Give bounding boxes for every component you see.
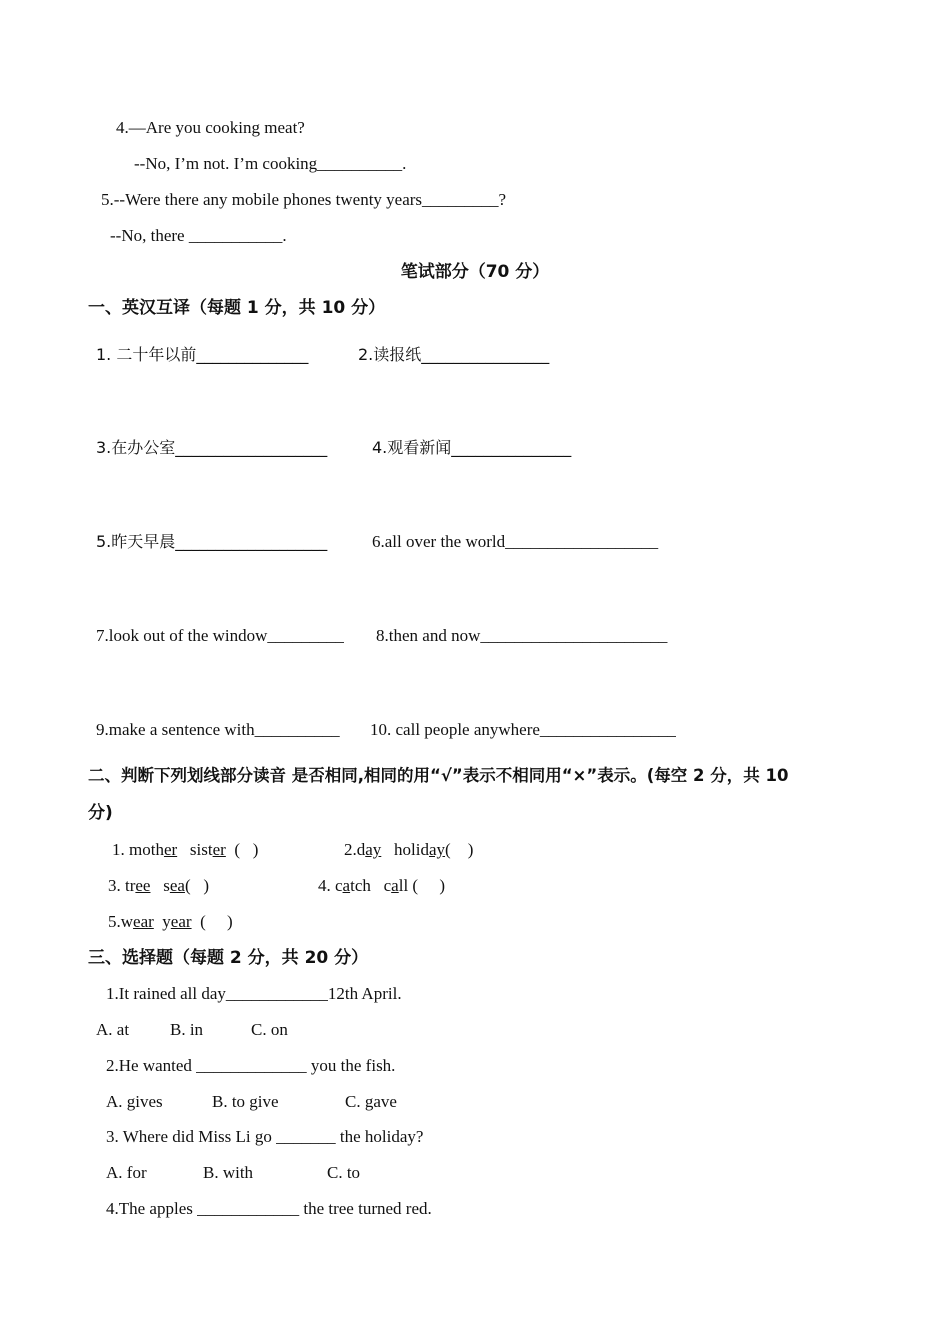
mc-q2-option-a: A. gives — [106, 1092, 163, 1111]
translation-item-3: 3.在办公室___________________ — [96, 438, 328, 457]
mc-question-2: 2.He wanted _____________ you the fish. — [106, 1056, 396, 1075]
listening-q4-line2: --No, I’m not. I’m cooking__________. — [134, 154, 407, 173]
translation-item-10: 10. call people anywhere________________ — [370, 720, 676, 739]
translation-item-8: 8.then and now______________________ — [376, 626, 668, 645]
mc-q1-option-a: A. at — [96, 1020, 130, 1039]
listening-q5-line2: --No, there ___________. — [110, 226, 287, 245]
listening-q4-line1: 4.—Are you cooking meat? — [116, 118, 305, 137]
mc-q2-option-c: C. gave — [345, 1092, 397, 1111]
translation-item-4: 4.观看新闻_______________ — [372, 438, 572, 457]
phonics-item-2: 2.day holiday( ) — [344, 840, 474, 859]
mc-q3-option-a: A. for — [106, 1163, 147, 1182]
translation-item-9: 9.make a sentence with__________ — [96, 720, 340, 739]
translation-item-1: 1. 二十年以前______________ — [96, 345, 309, 364]
section1-title: 一、英汉互译（每题 1 分，共 10 分） — [88, 298, 386, 318]
translation-item-6: 6.all over the world__________________ — [372, 532, 659, 551]
phonics-item-3: 3. tree sea( ) — [108, 876, 210, 895]
section2-title-line1: 二、判断下列划线部分读音 是否相同,相同的用“√”表示不相同用“×”表示。(每空 2 分，共 10 — [88, 766, 789, 785]
mc-q1-option-b: B. in — [170, 1020, 204, 1039]
phonics-item-1: 1. mother sister ( ) — [112, 840, 259, 859]
mc-q1-option-c: C. on — [251, 1020, 288, 1039]
section2-title-line2: 分) — [88, 803, 113, 823]
section3-title: 三、选择题（每题 2 分，共 20 分） — [88, 948, 369, 968]
mc-q3-option-c: C. to — [327, 1163, 361, 1182]
mc-q2-option-b: B. to give — [212, 1092, 279, 1111]
mc-question-3: 3. Where did Miss Li go _______ the holiday? — [106, 1127, 424, 1146]
translation-item-2: 2.读报纸________________ — [358, 345, 550, 364]
listening-q5-line1: 5.--Were there any mobile phones twenty years_________? — [101, 190, 507, 209]
mc-question-1: 1.It rained all day____________12th April. — [106, 984, 402, 1003]
written-part-title: 笔试部分（70 分） — [400, 262, 550, 282]
translation-item-7: 7.look out of the window_________ — [96, 626, 344, 645]
phonics-item-4: 4. catch call ( ) — [318, 876, 445, 895]
mc-question-4: 4.The apples ____________ the tree turned red. — [106, 1199, 432, 1218]
mc-q3-option-b: B. with — [203, 1163, 254, 1182]
translation-item-5: 5.昨天早晨___________________ — [96, 532, 328, 551]
phonics-item-5: 5.wear year ( ) — [108, 912, 233, 931]
